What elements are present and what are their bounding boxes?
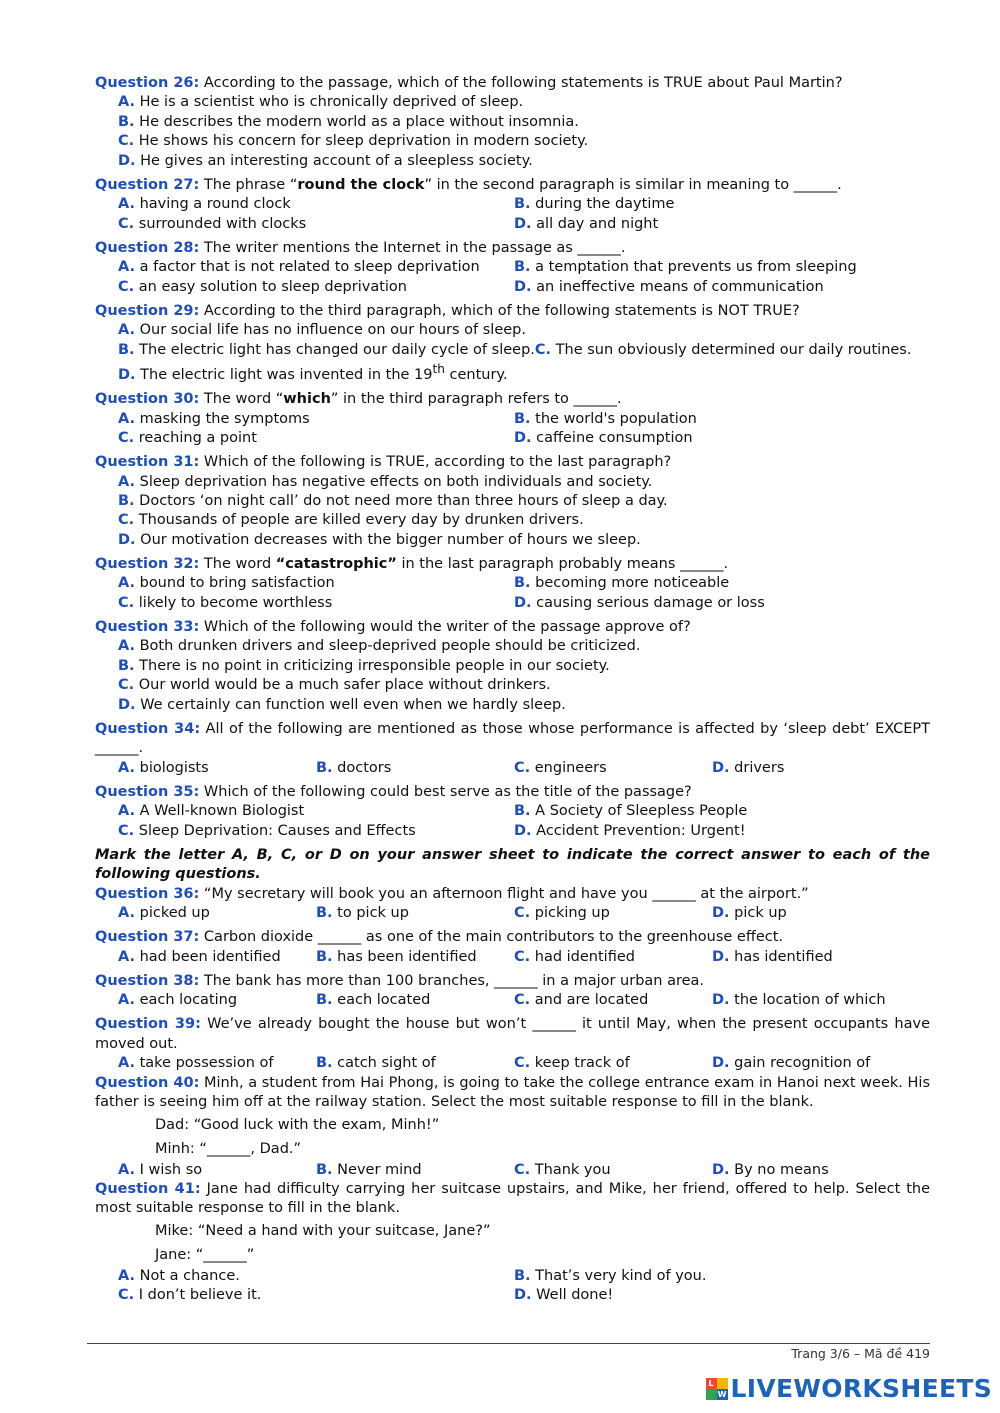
answer-option-b[interactable] bbox=[514, 195, 910, 214]
answer-options bbox=[95, 1054, 930, 1073]
logo-square bbox=[717, 1378, 728, 1389]
question-number: Question 33: bbox=[95, 618, 200, 635]
option-text: Accident Prevention: Urgent! bbox=[531, 822, 746, 839]
question-item bbox=[95, 928, 930, 967]
option-letter: B. bbox=[316, 1055, 333, 1072]
question-number: Question 30: bbox=[95, 391, 200, 408]
option-text: a temptation that prevents us from sleeping bbox=[530, 259, 857, 276]
question-item bbox=[95, 783, 930, 841]
question-text: All of the following are mentioned as those whose performance is affected by ‘sleep debt’ EXCEPT ______. bbox=[95, 720, 931, 757]
answer-option-b[interactable] bbox=[514, 258, 910, 277]
answer-option-b[interactable] bbox=[118, 492, 668, 511]
question-stem bbox=[95, 783, 930, 802]
question-number: Question 35: bbox=[95, 783, 200, 800]
option-text: There is no point in criticizing irresponsible people in our society. bbox=[134, 657, 610, 674]
answer-option-a[interactable] bbox=[118, 904, 316, 923]
question-item bbox=[95, 176, 930, 234]
option-text: biologists bbox=[135, 759, 209, 776]
answer-options bbox=[95, 574, 930, 613]
option-text: A Society of Sleepless People bbox=[530, 803, 748, 820]
option-letter: C. bbox=[118, 677, 135, 694]
question-text: Which of the following is TRUE, according to the last paragraph? bbox=[199, 454, 672, 471]
question-item bbox=[95, 1074, 930, 1180]
option-text: each located bbox=[332, 992, 431, 1009]
option-text: gain recognition of bbox=[729, 1055, 871, 1072]
option-text: I don’t believe it. bbox=[134, 1287, 262, 1304]
question-stem bbox=[95, 302, 930, 321]
question-text: The phrase “round the clock” in the second paragraph is similar in meaning to ______. bbox=[199, 176, 842, 193]
option-letter: C. bbox=[514, 759, 531, 776]
answer-option-b[interactable] bbox=[316, 991, 514, 1010]
question-text: Minh, a student from Hai Phong, is going to take the college entrance exam in Hanoi next week. His father is seeing him off at the railway station. Select the most suitable response to fill in the blank. bbox=[95, 1074, 931, 1111]
answer-option-a[interactable] bbox=[118, 802, 514, 821]
question-text: The writer mentions the Internet in the passage as ______. bbox=[199, 239, 626, 256]
question-number: Question 28: bbox=[95, 239, 200, 256]
option-text: bound to bring satisfaction bbox=[135, 575, 335, 592]
answer-option-d[interactable] bbox=[514, 215, 910, 234]
option-text: The electric light was invented in the 19th century. bbox=[135, 362, 508, 383]
option-letter: A. bbox=[118, 1267, 135, 1284]
question-stem bbox=[95, 1180, 930, 1219]
answer-option-d[interactable] bbox=[712, 904, 910, 923]
option-text: Not a chance. bbox=[135, 1267, 240, 1284]
question-number: Question 27: bbox=[95, 176, 200, 193]
answer-option-c[interactable] bbox=[118, 132, 588, 151]
answer-option-d[interactable] bbox=[712, 991, 910, 1010]
question-stem bbox=[95, 928, 930, 947]
question-text: Jane had difficulty carrying her suitcase upstairs, and Mike, her friend, offered to help. Select the most suitable response to fill in the blank. bbox=[95, 1180, 931, 1217]
option-letter: D. bbox=[712, 948, 730, 965]
question-stem bbox=[95, 176, 930, 195]
answer-option-a[interactable] bbox=[118, 1161, 316, 1180]
answer-option-c[interactable] bbox=[118, 676, 551, 695]
answer-options bbox=[95, 1267, 930, 1306]
answer-options bbox=[95, 637, 930, 715]
question-number: Question 29: bbox=[95, 302, 200, 319]
option-letter: D. bbox=[514, 278, 532, 295]
option-text: has been identified bbox=[332, 948, 477, 965]
question-item bbox=[95, 972, 930, 1011]
answer-option-c[interactable] bbox=[514, 948, 712, 967]
question-item bbox=[95, 239, 930, 297]
option-text: to pick up bbox=[332, 905, 409, 922]
question-number: Question 39: bbox=[95, 1016, 201, 1033]
question-text: “My secretary will book you an afternoon flight and have you ______ at the airport.” bbox=[199, 885, 809, 902]
answer-option-b[interactable] bbox=[514, 1267, 910, 1286]
answer-option-c[interactable] bbox=[118, 278, 514, 297]
option-text: catch sight of bbox=[332, 1055, 436, 1072]
option-text: He describes the modern world as a place without insomnia. bbox=[134, 113, 579, 130]
option-text: reaching a point bbox=[134, 429, 257, 446]
option-text: Our motivation decreases with the bigger number of hours we sleep. bbox=[135, 531, 641, 548]
answer-option-c[interactable] bbox=[118, 1286, 514, 1305]
answer-option-b[interactable] bbox=[316, 1054, 514, 1073]
answer-options bbox=[95, 93, 930, 171]
answer-option-a[interactable] bbox=[118, 258, 514, 277]
answer-options bbox=[95, 321, 930, 385]
option-text: picking up bbox=[530, 905, 610, 922]
question-text: According to the passage, which of the following statements is TRUE about Paul Martin? bbox=[199, 75, 843, 91]
question-item bbox=[95, 390, 930, 448]
option-letter: B. bbox=[118, 113, 135, 130]
answer-option-c[interactable] bbox=[118, 594, 514, 613]
answer-option-c[interactable] bbox=[118, 511, 584, 530]
option-letter: D. bbox=[712, 759, 730, 776]
option-text: I wish so bbox=[135, 1161, 203, 1178]
answer-options bbox=[95, 195, 930, 234]
question-number: Question 38: bbox=[95, 972, 200, 989]
option-letter: A. bbox=[118, 94, 135, 111]
answer-option-c[interactable] bbox=[514, 1161, 712, 1180]
option-letter: C. bbox=[118, 278, 135, 295]
option-letter: D. bbox=[712, 1055, 730, 1072]
answer-option-d[interactable] bbox=[118, 360, 508, 385]
answer-option-c[interactable] bbox=[118, 429, 514, 448]
answer-option-a[interactable] bbox=[118, 1054, 316, 1073]
option-letter: C. bbox=[514, 1161, 531, 1178]
option-letter: D. bbox=[514, 215, 532, 232]
answer-option-a[interactable] bbox=[118, 1267, 514, 1286]
question-stem bbox=[95, 885, 930, 904]
option-text: The electric light has changed our daily cycle of sleep. bbox=[134, 341, 535, 358]
liveworksheets-logo bbox=[706, 1374, 992, 1403]
option-letter: C. bbox=[514, 905, 531, 922]
dialog-line: Jane: “______” bbox=[155, 1246, 255, 1263]
option-text: Our world would be a much safer place without drinkers. bbox=[134, 677, 551, 694]
answer-option-c[interactable] bbox=[118, 822, 514, 841]
question-number: Question 31: bbox=[95, 454, 200, 471]
option-text: an easy solution to sleep deprivation bbox=[134, 278, 407, 295]
option-letter: B. bbox=[118, 492, 135, 509]
option-letter: B. bbox=[118, 341, 135, 358]
option-text: Never mind bbox=[332, 1161, 422, 1178]
answer-option-c[interactable] bbox=[514, 904, 712, 923]
option-letter: A. bbox=[118, 322, 135, 339]
question-text: We’ve already bought the house but won’t ______ it until May, when the present occupants have moved out. bbox=[95, 1016, 930, 1052]
answer-option-b[interactable] bbox=[118, 113, 579, 132]
question-stem bbox=[95, 1015, 930, 1054]
option-letter: D. bbox=[712, 1161, 730, 1178]
option-letter: A. bbox=[118, 259, 135, 276]
logo-text: LIVEWORKSHEETS bbox=[730, 1374, 992, 1403]
answer-option-d[interactable] bbox=[712, 948, 910, 967]
option-letter: C. bbox=[514, 948, 531, 965]
option-letter: A. bbox=[118, 196, 135, 213]
option-letter: D. bbox=[514, 429, 532, 446]
option-text: and are located bbox=[530, 992, 649, 1009]
option-letter: A. bbox=[118, 410, 135, 427]
questions-26-35 bbox=[95, 74, 930, 841]
option-letter: A. bbox=[118, 473, 135, 490]
question-number: Question 37: bbox=[95, 929, 200, 946]
option-text: having a round clock bbox=[135, 196, 291, 213]
question-stem bbox=[95, 74, 930, 93]
answer-option-a[interactable] bbox=[118, 637, 640, 656]
answer-option-b[interactable] bbox=[316, 759, 514, 778]
answer-option-a[interactable] bbox=[118, 759, 316, 778]
section-instruction: Mark the letter A, B, C, or D on your answer sheet to indicate the correct answer to each of the following questions. bbox=[95, 846, 930, 883]
question-number: Question 41: bbox=[95, 1180, 201, 1197]
answer-option-d[interactable] bbox=[712, 759, 910, 778]
question-item bbox=[95, 302, 930, 385]
option-text: had been identified bbox=[135, 948, 281, 965]
option-letter: B. bbox=[514, 410, 531, 427]
option-letter: A. bbox=[118, 992, 135, 1009]
dialog-line: Dad: “Good luck with the exam, Minh!” bbox=[155, 1116, 440, 1133]
option-text: has identified bbox=[729, 948, 833, 965]
answer-option-b[interactable] bbox=[316, 1161, 514, 1180]
page-footer: Trang 3/6 – Mã đề 419 bbox=[791, 1346, 930, 1361]
option-text: masking the symptoms bbox=[135, 410, 310, 427]
option-text: becoming more noticeable bbox=[530, 575, 730, 592]
option-letter: C. bbox=[118, 512, 135, 529]
option-text: pick up bbox=[729, 905, 787, 922]
question-stem bbox=[95, 239, 930, 258]
answer-option-a[interactable] bbox=[118, 93, 523, 112]
answer-option-d[interactable] bbox=[712, 1161, 910, 1180]
option-letter: C. bbox=[118, 429, 135, 446]
dialog-line: Minh: “______, Dad.” bbox=[155, 1140, 302, 1157]
option-letter: A. bbox=[118, 638, 135, 655]
option-text: an ineffective means of communication bbox=[531, 278, 824, 295]
answer-option-c[interactable] bbox=[514, 1054, 712, 1073]
answer-option-d[interactable] bbox=[712, 1054, 910, 1073]
option-letter: B. bbox=[514, 575, 531, 592]
question-item bbox=[95, 453, 930, 550]
option-letter: B. bbox=[514, 259, 531, 276]
option-text: Sleep deprivation has negative effects on both individuals and society. bbox=[135, 473, 653, 490]
question-text: Carbon dioxide ______ as one of the main contributors to the greenhouse effect. bbox=[199, 929, 784, 946]
option-letter: A. bbox=[118, 948, 135, 965]
option-text: He gives an interesting account of a sleepless society. bbox=[135, 152, 533, 169]
logo-square: W bbox=[717, 1389, 727, 1399]
answer-option-b[interactable] bbox=[514, 574, 910, 593]
option-letter: C. bbox=[514, 1055, 531, 1072]
question-stem bbox=[95, 618, 930, 637]
option-text: each locating bbox=[135, 992, 238, 1009]
answer-option-a[interactable] bbox=[118, 410, 514, 429]
answer-option-c[interactable] bbox=[118, 215, 514, 234]
dialog-block bbox=[95, 1219, 930, 1267]
logo-square bbox=[706, 1389, 717, 1400]
option-letter: C. bbox=[514, 992, 531, 1009]
question-stem bbox=[95, 390, 930, 409]
option-letter: A. bbox=[118, 575, 135, 592]
option-text: Sleep Deprivation: Causes and Effects bbox=[134, 822, 416, 839]
option-letter: B. bbox=[316, 1161, 333, 1178]
option-letter: C. bbox=[118, 822, 135, 839]
option-text: keep track of bbox=[530, 1055, 630, 1072]
answer-option-d[interactable] bbox=[118, 696, 566, 715]
question-number: Question 26: bbox=[95, 75, 200, 91]
option-letter: B. bbox=[118, 657, 135, 674]
question-item bbox=[95, 74, 930, 171]
option-letter: B. bbox=[316, 759, 333, 776]
answer-option-b[interactable] bbox=[514, 410, 910, 429]
answer-options bbox=[95, 802, 930, 841]
answer-option-b[interactable] bbox=[118, 657, 610, 676]
option-text: surrounded with clocks bbox=[134, 215, 307, 232]
option-text: We certainly can function well even when we hardly sleep. bbox=[135, 696, 566, 713]
dialog-line: Mike: “Need a hand with your suitcase, Jane?” bbox=[155, 1222, 491, 1239]
answer-option-b[interactable] bbox=[118, 341, 535, 360]
option-letter: A. bbox=[118, 1055, 135, 1072]
answer-option-d[interactable] bbox=[514, 594, 910, 613]
question-text: According to the third paragraph, which of the following statements is NOT TRUE? bbox=[199, 302, 800, 319]
logo-square: L bbox=[706, 1378, 717, 1389]
option-letter: D. bbox=[118, 531, 136, 548]
option-letter: B. bbox=[316, 948, 333, 965]
option-text: He is a scientist who is chronically deprived of sleep. bbox=[135, 94, 524, 111]
worksheet-page bbox=[95, 74, 930, 1306]
option-letter: B. bbox=[316, 905, 333, 922]
option-letter: D. bbox=[712, 905, 730, 922]
answer-option-c[interactable] bbox=[514, 991, 712, 1010]
option-text: The sun obviously determined our daily routines. bbox=[551, 341, 912, 358]
option-text: the location of which bbox=[729, 992, 886, 1009]
question-item bbox=[95, 1180, 930, 1306]
question-item bbox=[95, 885, 930, 924]
question-item bbox=[95, 720, 930, 778]
option-text: A Well-known Biologist bbox=[135, 803, 305, 820]
option-text: causing serious damage or loss bbox=[531, 594, 765, 611]
question-text: Which of the following would the writer of the passage approve of? bbox=[199, 618, 691, 635]
option-letter: A. bbox=[118, 759, 135, 776]
answer-option-d[interactable] bbox=[514, 278, 910, 297]
option-letter: B. bbox=[514, 1267, 531, 1284]
option-letter: A. bbox=[118, 905, 135, 922]
answer-option-b[interactable] bbox=[316, 904, 514, 923]
answer-options bbox=[95, 410, 930, 449]
question-text: The word “catastrophic” in the last paragraph probably means ______. bbox=[199, 555, 729, 572]
option-text: drivers bbox=[729, 759, 785, 776]
answer-option-b[interactable] bbox=[316, 948, 514, 967]
question-stem bbox=[95, 555, 930, 574]
option-letter: D. bbox=[712, 992, 730, 1009]
footer-divider bbox=[87, 1343, 930, 1344]
option-letter: D. bbox=[118, 152, 136, 169]
question-stem bbox=[95, 1074, 930, 1113]
answer-option-c[interactable] bbox=[535, 341, 912, 360]
question-number: Question 36: bbox=[95, 885, 200, 902]
option-letter: C. bbox=[118, 215, 135, 232]
option-text: By no means bbox=[729, 1161, 829, 1178]
option-text: Our social life has no influence on our hours of sleep. bbox=[135, 322, 526, 339]
answer-option-d[interactable] bbox=[118, 531, 641, 550]
answer-option-a[interactable] bbox=[118, 991, 316, 1010]
option-text: likely to become worthless bbox=[134, 594, 333, 611]
answer-option-d[interactable] bbox=[514, 1286, 910, 1305]
option-text: picked up bbox=[135, 905, 210, 922]
option-letter: B. bbox=[316, 992, 333, 1009]
answer-option-a[interactable] bbox=[118, 948, 316, 967]
option-text: take possession of bbox=[135, 1055, 274, 1072]
answer-options bbox=[95, 991, 930, 1010]
option-text: Well done! bbox=[531, 1287, 614, 1304]
answer-option-d[interactable] bbox=[514, 822, 910, 841]
option-text: Doctors ‘on night call’ do not need more than three hours of sleep a day. bbox=[134, 492, 668, 509]
answer-options bbox=[95, 473, 930, 551]
answer-options bbox=[95, 948, 930, 967]
answer-option-c[interactable] bbox=[514, 759, 712, 778]
question-item bbox=[95, 555, 930, 613]
question-number: Question 34: bbox=[95, 720, 201, 737]
option-text: all day and night bbox=[531, 215, 659, 232]
option-letter: C. bbox=[118, 133, 135, 150]
option-letter: C. bbox=[534, 341, 552, 358]
option-letter: A. bbox=[118, 1161, 135, 1178]
option-letter: D. bbox=[514, 822, 532, 839]
option-text: That’s very kind of you. bbox=[530, 1267, 707, 1284]
option-text: the world's population bbox=[530, 410, 697, 427]
answer-options bbox=[95, 258, 930, 297]
question-stem bbox=[95, 453, 930, 472]
option-text: caffeine consumption bbox=[531, 429, 693, 446]
question-text: The word “which” in the third paragraph refers to ______. bbox=[199, 391, 622, 408]
dialog-block bbox=[95, 1113, 930, 1161]
answer-option-a[interactable] bbox=[118, 321, 526, 340]
option-letter: D. bbox=[118, 696, 136, 713]
questions-36-41 bbox=[95, 885, 930, 1306]
option-letter: A. bbox=[118, 803, 135, 820]
question-stem bbox=[95, 972, 930, 991]
answer-options bbox=[95, 759, 930, 778]
question-text: Which of the following could best serve as the title of the passage? bbox=[199, 783, 692, 800]
question-number: Question 32: bbox=[95, 555, 200, 572]
option-letter: C. bbox=[118, 1287, 135, 1304]
question-item bbox=[95, 1015, 930, 1073]
answer-option-a[interactable] bbox=[118, 195, 514, 214]
option-text: during the daytime bbox=[530, 196, 675, 213]
option-letter: D. bbox=[118, 366, 136, 383]
question-item bbox=[95, 618, 930, 715]
option-letter: C. bbox=[118, 594, 135, 611]
option-text: Thousands of people are killed every day by drunken drivers. bbox=[134, 512, 584, 529]
question-number: Question 40: bbox=[95, 1074, 200, 1091]
option-text: He shows his concern for sleep deprivation in modern society. bbox=[134, 133, 589, 150]
option-letter: D. bbox=[514, 594, 532, 611]
option-text: Thank you bbox=[530, 1161, 611, 1178]
answer-option-d[interactable] bbox=[118, 152, 533, 171]
answer-options bbox=[95, 904, 930, 923]
option-text: doctors bbox=[332, 759, 392, 776]
question-stem bbox=[95, 720, 930, 759]
question-text: The bank has more than 100 branches, ______ in a major urban area. bbox=[199, 972, 705, 989]
option-text: a factor that is not related to sleep deprivation bbox=[135, 259, 480, 276]
option-text: Both drunken drivers and sleep-deprived people should be criticized. bbox=[135, 638, 641, 655]
answer-option-a[interactable] bbox=[118, 473, 652, 492]
logo-icon bbox=[706, 1378, 728, 1400]
option-letter: B. bbox=[514, 803, 531, 820]
option-text: had identified bbox=[530, 948, 635, 965]
answer-option-a[interactable] bbox=[118, 574, 514, 593]
answer-option-d[interactable] bbox=[514, 429, 910, 448]
option-text: engineers bbox=[530, 759, 607, 776]
option-letter: D. bbox=[514, 1287, 532, 1304]
answer-option-b[interactable] bbox=[514, 802, 910, 821]
answer-options bbox=[95, 1161, 930, 1180]
option-letter: B. bbox=[514, 196, 531, 213]
